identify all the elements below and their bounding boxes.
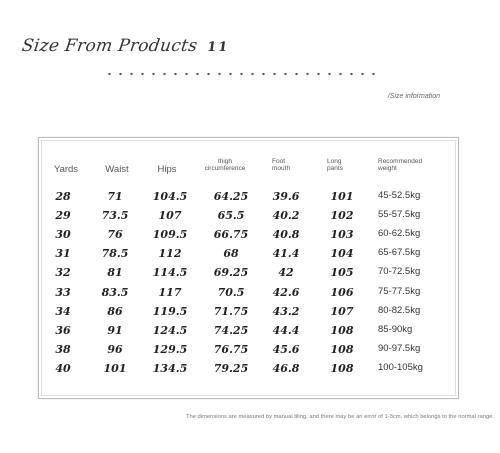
cell-foot-mouth: 42.6 <box>272 285 300 299</box>
cell-weight: 75-77.5kg <box>378 285 421 297</box>
cell-thigh: 70.5 <box>217 285 245 299</box>
cell-waist: 86 <box>107 304 123 318</box>
cell-waist: 78.5 <box>101 247 129 261</box>
cell-yards: 29 <box>55 209 71 223</box>
table-header <box>39 159 458 183</box>
cell-yards: 28 <box>55 190 71 203</box>
cell-hips: 119.5 <box>152 304 188 318</box>
table-row <box>39 266 458 285</box>
title-mark: 11 <box>206 40 231 55</box>
size-info-label: /Size information <box>387 93 440 100</box>
header-foot-line1: Foot <box>272 158 286 165</box>
cell-hips: 107 <box>158 209 182 223</box>
cell-hips: 134.5 <box>152 361 188 375</box>
cell-hips: 129.5 <box>152 342 188 356</box>
cell-waist: 83.5 <box>101 285 129 299</box>
title-text: Size From Products <box>20 36 199 56</box>
cell-long-pants: 108 <box>330 342 354 356</box>
table-row <box>39 228 458 247</box>
cell-thigh: 64.25 <box>213 190 249 203</box>
cell-long-pants: 107 <box>330 304 354 318</box>
cell-long-pants: 101 <box>330 190 354 203</box>
table-row <box>39 209 458 228</box>
cell-weight: 85-90kg <box>378 323 413 335</box>
cell-yards: 31 <box>55 247 71 261</box>
table-row <box>39 190 458 209</box>
cell-foot-mouth: 44.4 <box>272 323 300 337</box>
cell-long-pants: 105 <box>330 266 354 280</box>
cell-waist: 91 <box>107 323 123 337</box>
cell-thigh: 66.75 <box>213 228 249 242</box>
cell-foot-mouth: 43.2 <box>272 304 300 318</box>
cell-waist: 71 <box>107 190 123 203</box>
cell-yards: 32 <box>55 266 71 280</box>
cell-hips: 114.5 <box>152 266 188 280</box>
cell-waist: 96 <box>107 342 123 356</box>
header-foot-line2: mouth <box>272 164 291 172</box>
cell-yards: 33 <box>55 285 71 299</box>
header-waist: Waist <box>105 164 129 175</box>
cell-thigh: 76.75 <box>213 342 249 356</box>
header-hips: Hips <box>157 164 177 175</box>
cell-waist: 76 <box>107 228 123 242</box>
cell-long-pants: 108 <box>330 323 354 337</box>
header-long-line1: Long <box>327 158 342 165</box>
cell-foot-mouth: 46.8 <box>272 361 300 375</box>
header-yards: Yards <box>53 164 79 175</box>
header-thigh <box>205 159 246 173</box>
table-row <box>39 305 458 324</box>
cell-long-pants: 106 <box>330 285 354 299</box>
header-long-pants <box>327 159 343 173</box>
cell-yards: 36 <box>55 323 71 337</box>
cell-weight: 65-67.5kg <box>378 247 421 259</box>
cell-weight: 55-57.5kg <box>378 209 421 221</box>
header-long-line2: pants <box>327 164 343 172</box>
header-weight-line1: Recommended <box>378 158 423 165</box>
table-row <box>39 324 458 343</box>
cell-long-pants: 104 <box>330 247 354 261</box>
page-title <box>21 36 231 56</box>
cell-weight: 80-82.5kg <box>378 304 421 316</box>
header-thigh-line1: thigh <box>217 158 233 165</box>
cell-waist: 101 <box>103 361 127 375</box>
cell-foot-mouth: 45.6 <box>272 342 300 356</box>
cell-yards: 34 <box>55 304 71 318</box>
cell-hips: 124.5 <box>152 323 188 337</box>
cell-long-pants: 103 <box>330 228 354 242</box>
cell-thigh: 79.25 <box>213 361 249 375</box>
cell-thigh: 68 <box>223 247 239 261</box>
cell-weight: 70-72.5kg <box>378 266 421 278</box>
cell-yards: 38 <box>55 342 71 356</box>
cell-weight: 60-62.5kg <box>378 228 421 240</box>
header-weight-line2: weight <box>378 164 397 172</box>
cell-foot-mouth: 41.4 <box>272 247 300 261</box>
header-foot-mouth <box>272 159 290 173</box>
cell-hips: 104.5 <box>152 190 188 203</box>
size-table <box>38 137 459 399</box>
table-row <box>39 286 458 305</box>
cell-thigh: 74.25 <box>213 323 249 337</box>
cell-waist: 73.5 <box>101 209 129 223</box>
table-row <box>39 343 458 362</box>
cell-yards: 40 <box>55 361 71 375</box>
header-thigh-line2: circumference <box>204 164 246 172</box>
cell-foot-mouth: 39.6 <box>272 190 300 203</box>
header-weight <box>378 159 422 173</box>
cell-thigh: 65.5 <box>217 209 245 223</box>
cell-weight: 90-97.5kg <box>378 342 421 354</box>
table-row <box>39 247 458 266</box>
cell-thigh: 69.25 <box>213 266 249 280</box>
cell-hips: 112 <box>158 247 182 261</box>
cell-long-pants: 108 <box>330 361 354 375</box>
cell-hips: 109.5 <box>152 228 188 242</box>
cell-foot-mouth: 42 <box>278 266 294 280</box>
measurement-note: The dimensions are measured by manual tiling, and there may be an error of 1-3cm, which belongs to the normal range. <box>185 414 494 420</box>
cell-thigh: 71.75 <box>213 304 249 318</box>
cell-foot-mouth: 40.8 <box>272 228 300 242</box>
table-row <box>39 362 458 381</box>
cell-waist: 81 <box>107 266 123 280</box>
cell-weight: 45-52.5kg <box>378 190 421 201</box>
cell-foot-mouth: 40.2 <box>272 209 300 223</box>
dotted-divider <box>104 71 376 77</box>
cell-weight: 100-105kg <box>378 361 423 373</box>
cell-yards: 30 <box>55 228 71 242</box>
cell-long-pants: 102 <box>330 209 354 223</box>
cell-hips: 117 <box>158 285 182 299</box>
